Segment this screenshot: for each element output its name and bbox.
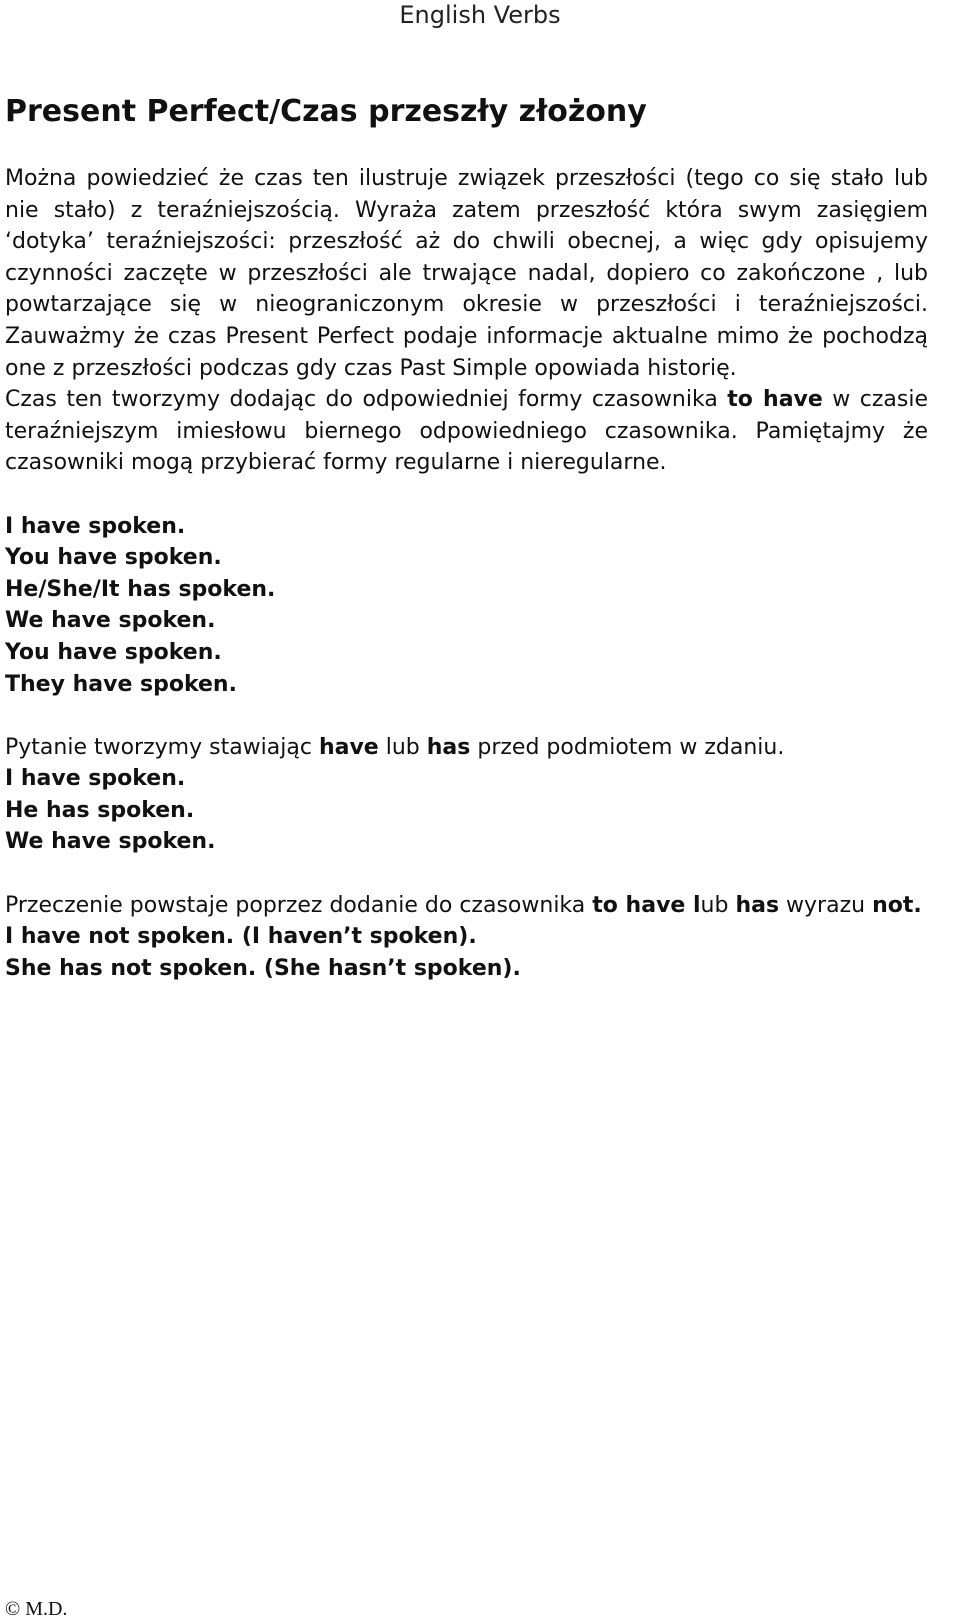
negation-bold-to-have: to have l	[592, 892, 701, 918]
question-bold-have: have	[318, 734, 379, 760]
conjugation-item: He/She/It has spoken.	[5, 576, 276, 602]
negation-example: She has not spoken. (She hasn’t spoken).	[5, 955, 521, 981]
question-text: Pytanie tworzymy stawiając	[5, 734, 319, 760]
question-example: I have spoken.	[5, 766, 186, 792]
negation-text: Przeczenie powstaje poprzez dodanie do czasownika	[5, 892, 593, 918]
formation-bold: to have	[727, 387, 823, 413]
question-text: przed podmiotem w zdaniu.	[470, 734, 785, 760]
intro-paragraph: Można powiedzieć że czas ten ilustruje związek przeszłości (tego co się stało lub nie stało) z teraźniejszością. Wyraża zatem przeszłość która swym zasięgiem ‘dotyka’ teraźniejszości: przeszłość aż do chwili obecnej, a więc gdy opisujemy czynności zaczęte w przeszłości ale trwające nadal, dopiero co zakończone , lub powtarzające się w nieograniczonym okresie w przeszłości i teraźniejszości. Zauważmy że czas Present Perfect podaje informacje aktualne mimo że pochodzą one z przeszłości podczas gdy czas Past Simple opowiada historię.	[5, 166, 928, 381]
formation-paragraph	[5, 384, 928, 479]
question-examples	[5, 763, 928, 858]
question-text: lub	[378, 734, 427, 760]
question-rule	[5, 732, 928, 764]
spacer	[5, 858, 928, 890]
negation-text: ub	[700, 892, 736, 918]
negation-bold-not: not.	[872, 892, 922, 918]
negation-example: I have not spoken. (I haven’t spoken).	[5, 924, 477, 950]
question-example: He has spoken.	[5, 797, 195, 823]
conjugation-item: You have spoken.	[5, 545, 222, 571]
conjugation-list	[5, 511, 928, 701]
conjugation-item: You have spoken.	[5, 639, 222, 665]
copyright-footer: © M.D.	[5, 1598, 68, 1620]
document-body	[5, 163, 928, 984]
conjugation-item: We have spoken.	[5, 608, 216, 634]
conjugation-item: I have spoken.	[5, 513, 186, 539]
negation-text: wyrazu	[779, 892, 873, 918]
page-title: Present Perfect/Czas przeszły złożony	[5, 94, 647, 129]
page-header: English Verbs	[399, 1, 561, 29]
spacer	[5, 479, 928, 511]
negation-bold-has: has	[735, 892, 780, 918]
question-bold-has: has	[426, 734, 471, 760]
negation-rule	[5, 890, 928, 922]
formation-text-end: w czasie teraźniejszym imiesłowu biernego odpowiedniego czasownika. Pamiętajmy że czasowniki mogą przybierać formy regularne i nieregularne.	[5, 387, 929, 476]
question-example: We have spoken.	[5, 829, 216, 855]
conjugation-item: They have spoken.	[5, 671, 237, 697]
formation-text: Czas ten tworzymy dodając do odpowiedniej formy czasownika	[5, 387, 728, 413]
negation-examples	[5, 921, 928, 984]
spacer	[5, 700, 928, 732]
